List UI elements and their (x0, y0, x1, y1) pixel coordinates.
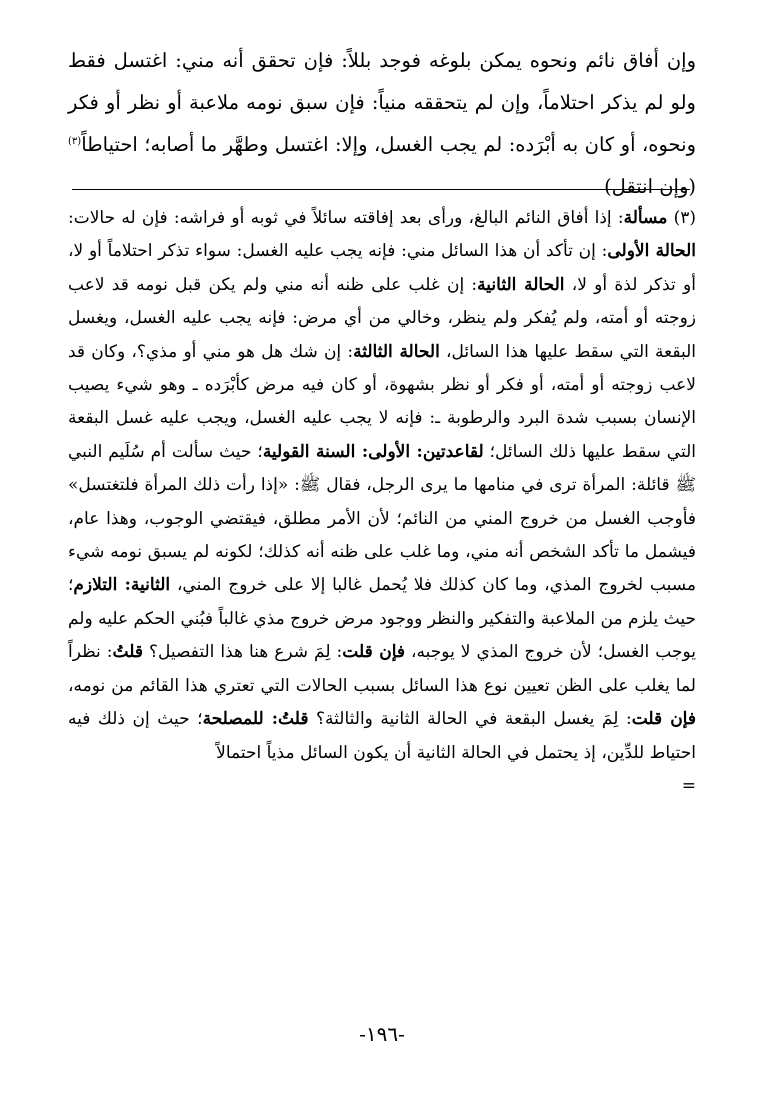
bold-term: لقاعدتين: الأولى: السنة القولية (262, 441, 484, 462)
footnote-text: ؛ حيث سألت أم سُلَيم النبي ﷺ قائلة: المرأة ترى في منامها ما يرى الرجل، فقال ﷺ: «إذا رأت ذلك المرأة فلتغتسل» فأوجب الغسل من خروج المني من النائم؛ لأن الأمر مطلق، فيقتضي الوجوب، وهذا عام، فيشمل ما تأكد الشخص أنه مني، وما غلب على ظنه أنه كذلك؛ لكونه لم يسبق نومه شيء مسبب لخروج المذي، وما كان كذلك فلا يُحمل غالبا إلا على خروج المني، (68, 441, 697, 596)
bold-term: الحالة الثالثة (353, 341, 440, 362)
footnote-text: : إن غلب على ظنه أنه مني ولم يكن قبل نومه قد لاعب زوجته أو أمته، ولم يُفكر ولم ينظر، وخالي من أي مرض: فإنه يجب عليه الغسل، ويغسل البقعة التي سقط عليها هذا السائل، (68, 274, 696, 362)
main-text-line: كان به أبْرَده: لم يجب الغسل، وإلا: اغتسل وطهَّر ما أصابه؛ احتياطاً (81, 133, 615, 156)
page-number: -١٩٦- (359, 1022, 405, 1046)
footnote-reference[interactable]: (٣) (68, 136, 82, 147)
footnote-text: : إذا أفاق النائم البالغ، ورأى بعد إفاقته سائلاً في ثوبه أو فراشه: فإن له حالات: (68, 208, 624, 228)
main-text-line: يذكر احتلاماً، وإن لم يتحققه منياً: فإن سبق نومه ملاعبة أو نظر أو فكر ونحوه، أو (68, 91, 696, 156)
footnote-text: : إن تأكد أن هذا السائل مني: فإنه يجب عليه الغسل: سواء تذكر احتلاماً أو لا، أو تذكر لذة أو لا، (68, 241, 696, 295)
bold-term: قلتُ (112, 642, 143, 663)
footnote-text: ؛ حيث يلزم من الملاعبة والتفكير والنظر ووجود مرض خروج مذي غالباً فبُني الحكم عليه ولم يوجب الغسل؛ لأن خروج المذي لا يوجبه، (67, 575, 696, 663)
footnote-text: : لِمَ يغسل البقعة في الحالة الثانية والثالثة؟ (308, 709, 632, 730)
footnote-text: : إن شك هل هو مني أو مذي؟، وكان قد لاعب زوجته أو أمته، أو فكر أو نظر بشهوة، أو كان فيه مرض كأبْرَده ـ وهو شيء يصيب الإنسان بسبب شدة البرد والرطوبة ـ: فإنه لا يجب عليه الغسل، ويجب عليه غسل البقعة التي سقط عليها ذلك السائل؛ (68, 341, 696, 462)
footnote-paragraph (68, 202, 696, 770)
footnote-number: (٣) (667, 208, 696, 228)
continuation-mark: = (681, 775, 696, 796)
bold-term: الحالة الثانية (477, 274, 565, 295)
footnote-text: : نظراً لما يغلب على الظن تعيين نوع هذا السائل بسبب الحالات التي تعتري هذا القائم من نومه، (68, 642, 696, 696)
bold-term: الحالة الأولى (607, 241, 696, 262)
footnote-separator (72, 189, 690, 190)
main-text-block (68, 40, 696, 208)
footnote-text: : لِمَ شرع هنا هذا التفصيل؟ (142, 642, 343, 663)
main-text-line: (وإن انتقل) (604, 175, 696, 198)
bold-term: الثانية: التلازم (73, 575, 171, 596)
footnote-block (68, 202, 696, 803)
main-text-line: وإن أفاق نائم ونحوه يمكن بلوغه فوجد بللاً: فإن تحقق أنه مني: اغتسل فقط ولو لم (68, 49, 696, 114)
bold-term: فإن قلت (342, 642, 406, 663)
bold-term: فإن قلت (631, 709, 696, 730)
bold-term: مسألة (623, 208, 668, 228)
bold-term: قلتُ: للمصلحة (202, 709, 309, 730)
footnote-text: ؛ حيث إن ذلك فيه احتياط للدِّين، إذ يحتمل في الحالة الثانية أن يكون السائل مذياً احتمالاً (68, 709, 696, 763)
